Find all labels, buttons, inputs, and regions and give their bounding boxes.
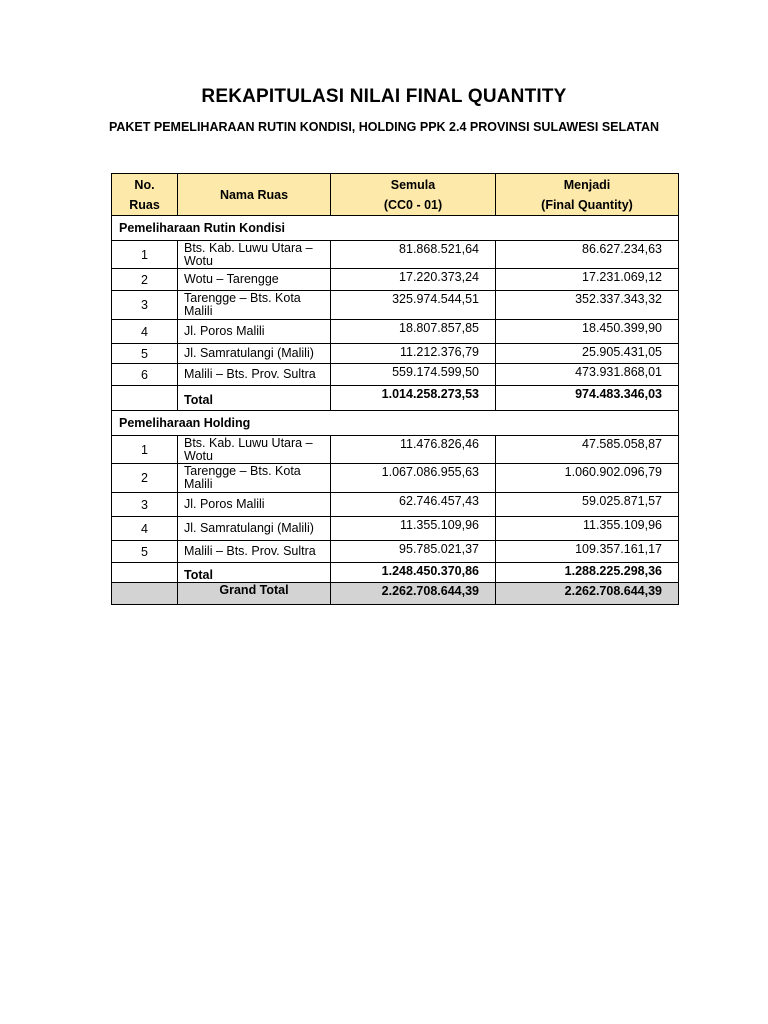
row-menjadi: 473.931.868,01 <box>496 364 679 386</box>
header-menjadi-line2: (Final Quantity) <box>541 197 633 212</box>
table-row <box>112 364 679 386</box>
grand-total-row <box>112 583 679 605</box>
section-header-row <box>112 216 679 241</box>
row-semula: 95.785.021,37 <box>331 541 496 563</box>
header-nama-ruas: Nama Ruas <box>178 174 331 216</box>
row-name: Malili – Bts. Prov. Sultra <box>178 364 331 386</box>
grand-total-menjadi: 2.262.708.644,39 <box>496 583 679 605</box>
total-label: Total <box>178 386 331 411</box>
table-row <box>112 517 679 541</box>
total-menjadi: 974.483.346,03 <box>496 386 679 411</box>
row-semula: 11.476.826,46 <box>331 436 496 464</box>
row-semula: 1.067.086.955,63 <box>331 464 496 493</box>
row-name: Bts. Kab. Luwu Utara – Wotu <box>178 241 331 269</box>
total-empty-cell <box>112 563 178 583</box>
row-no: 3 <box>112 291 178 320</box>
row-no: 5 <box>112 541 178 563</box>
row-name: Bts. Kab. Luwu Utara – Wotu <box>178 436 331 464</box>
row-semula: 17.220.373,24 <box>331 269 496 291</box>
row-semula: 62.746.457,43 <box>331 493 496 517</box>
row-semula: 325.974.544,51 <box>331 291 496 320</box>
row-menjadi: 86.627.234,63 <box>496 241 679 269</box>
header-menjadi <box>496 174 679 216</box>
row-no: 2 <box>112 269 178 291</box>
row-menjadi: 11.355.109,96 <box>496 517 679 541</box>
total-empty-cell <box>112 386 178 411</box>
row-name: Jl. Poros Malili <box>178 493 331 517</box>
grand-total-semula: 2.262.708.644,39 <box>331 583 496 605</box>
row-menjadi: 59.025.871,57 <box>496 493 679 517</box>
header-no-line1: No. <box>134 177 155 192</box>
header-no <box>112 174 178 216</box>
row-menjadi: 25.905.431,05 <box>496 344 679 364</box>
row-no: 5 <box>112 344 178 364</box>
document-title: REKAPITULASI NILAI FINAL QUANTITY <box>201 86 567 107</box>
row-semula: 559.174.599,50 <box>331 364 496 386</box>
row-no: 3 <box>112 493 178 517</box>
header-semula-line2: (CC0 - 01) <box>383 197 443 212</box>
row-menjadi: 47.585.058,87 <box>496 436 679 464</box>
row-menjadi: 109.357.161,17 <box>496 541 679 563</box>
section-header-row <box>112 411 679 436</box>
table-row <box>112 241 679 269</box>
header-menjadi-line1: Menjadi <box>563 177 611 192</box>
grand-total-label: Grand Total <box>178 583 331 605</box>
table-row <box>112 464 679 493</box>
total-menjadi: 1.288.225.298,36 <box>496 563 679 583</box>
row-name: Jl. Samratulangi (Malili) <box>178 517 331 541</box>
total-label: Total <box>178 563 331 583</box>
row-no: 4 <box>112 517 178 541</box>
row-menjadi: 352.337.343,32 <box>496 291 679 320</box>
section-title: Pemeliharaan Holding <box>112 411 679 436</box>
recap-table <box>111 173 679 605</box>
row-menjadi: 17.231.069,12 <box>496 269 679 291</box>
table-header <box>112 174 679 216</box>
row-name: Malili – Bts. Prov. Sultra <box>178 541 331 563</box>
header-no-line2: Ruas <box>129 197 160 212</box>
row-no: 1 <box>112 436 178 464</box>
table-row <box>112 493 679 517</box>
table-row <box>112 541 679 563</box>
table-row <box>112 269 679 291</box>
row-name: Tarengge – Bts. Kota Malili <box>178 291 331 320</box>
table-row <box>112 320 679 344</box>
total-semula: 1.014.258.273,53 <box>331 386 496 411</box>
row-name: Wotu – Tarengge <box>178 269 331 291</box>
row-no: 4 <box>112 320 178 344</box>
total-semula: 1.248.450.370,86 <box>331 563 496 583</box>
table-row <box>112 344 679 364</box>
row-no: 2 <box>112 464 178 493</box>
table-row <box>112 291 679 320</box>
total-row <box>112 386 679 411</box>
row-no: 6 <box>112 364 178 386</box>
document-subtitle: PAKET PEMELIHARAAN RUTIN KONDISI, HOLDING PPK 2.4 PROVINSI SULAWESI SELATAN <box>108 120 660 134</box>
row-name: Jl. Poros Malili <box>178 320 331 344</box>
row-name: Tarengge – Bts. Kota Malili <box>178 464 331 493</box>
row-semula: 11.355.109,96 <box>331 517 496 541</box>
row-menjadi: 1.060.902.096,79 <box>496 464 679 493</box>
row-semula: 81.868.521,64 <box>331 241 496 269</box>
row-no: 1 <box>112 241 178 269</box>
section-title: Pemeliharaan Rutin Kondisi <box>112 216 679 241</box>
table-row <box>112 436 679 464</box>
total-row <box>112 563 679 583</box>
grand-total-empty-cell <box>112 583 178 605</box>
row-name: Jl. Samratulangi (Malili) <box>178 344 331 364</box>
header-semula <box>331 174 496 216</box>
row-semula: 18.807.857,85 <box>331 320 496 344</box>
row-menjadi: 18.450.399,90 <box>496 320 679 344</box>
header-semula-line1: Semula <box>390 177 436 192</box>
row-semula: 11.212.376,79 <box>331 344 496 364</box>
